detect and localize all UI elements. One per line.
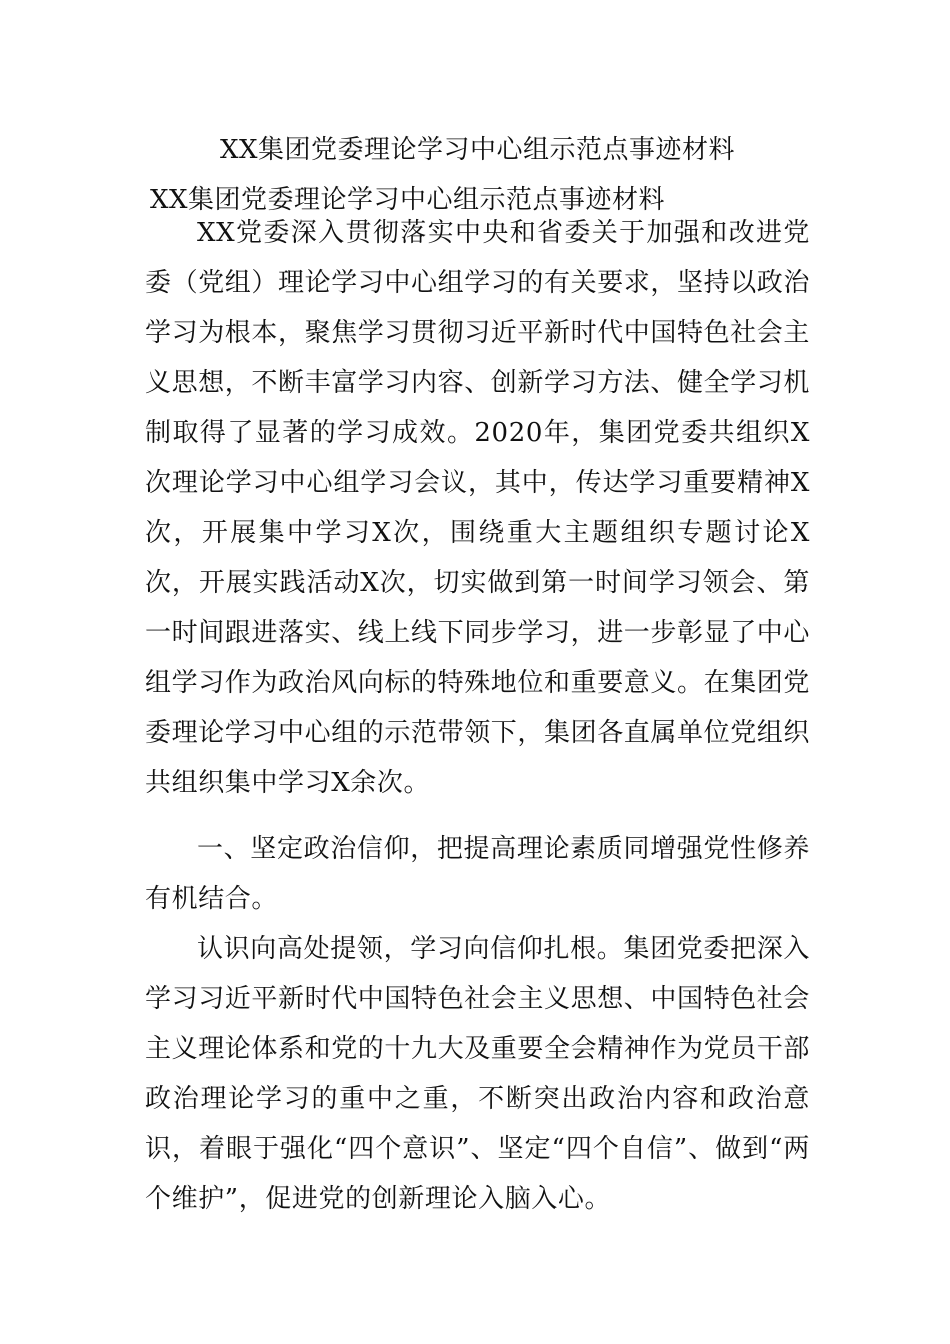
- paragraph-section-body-1: 认识向高处提领，学习向信仰扎根。集团党委把深入学习习近平新时代中国特色社会主义思想、中国特色社会主义理论体系和党的十九大及重要全会精神作为党员干部政治理论学习的重中之重，不断突出政治内容和政治意识，着眼于强化“四个意识”、坚定“四个自信”、做到“两个维护”，促进党的创新理论入脑入心。: [145, 934, 811, 1214]
- paragraph-intro: XX党委深入贯彻落实中央和省委关于加强和改进党委（党组）理论学习中心组学习的有关要求，坚持以政治学习为根本，聚焦学习贯彻习近平新时代中国特色社会主义思想，不断丰富学习内容、创新学习方法、健全学习机制取得了显著的学习成效。2020年，集团党委共组织X次理论学习中心组学习会议，其中，传达学习重要精神X次，开展集中学习X次，围绕重大主题组织专题讨论X次，开展实践活动X次，切实做到第一时间学习领会、第一时间跟进落实、线上线下同步学习，进一步彰显了中心组学习作为政治风向标的特殊地位和重要意义。在集团党委理论学习中心组的示范带领下，集团各直属单位党组织共组织集中学习X余次。: [145, 218, 811, 798]
- document-title-left: XX集团党委理论学习中心组示范点事迹材料: [150, 185, 666, 215]
- document-title-centered: XX集团党委理论学习中心组示范点事迹材料: [219, 135, 736, 165]
- paragraph-section-heading-1: 一、坚定政治信仰，把提高理论素质同增强党性修养有机结合。: [145, 834, 810, 914]
